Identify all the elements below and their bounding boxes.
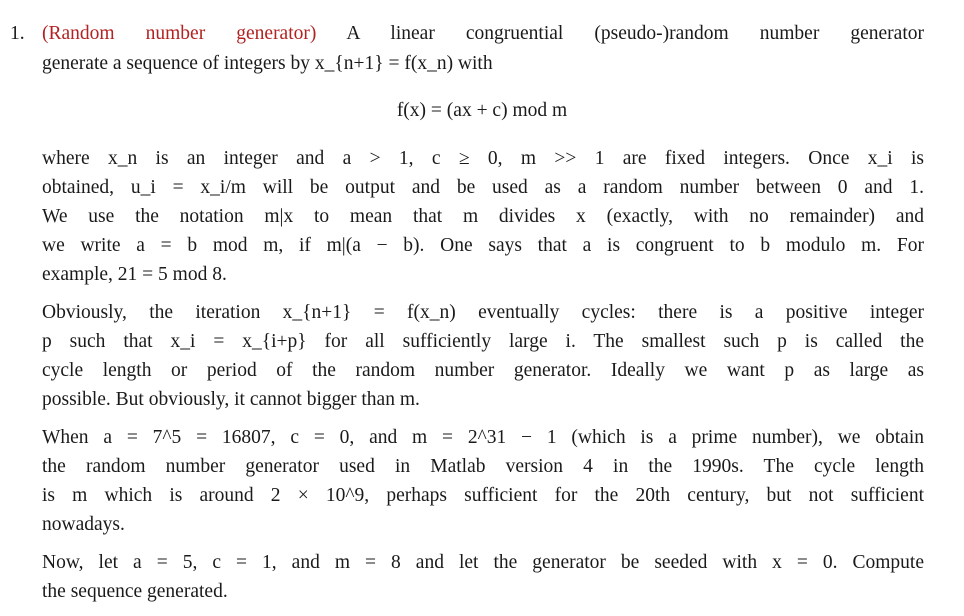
problem-intro-line-1 <box>42 20 924 48</box>
para4-line2: the sequence generated. <box>42 581 228 602</box>
para3-line3: is m which is around 2 × 10^9, perhaps sufficient for the 20th century, but not sufficient <box>42 485 924 506</box>
para1-line1: where x_n is an integer and a > 1, c ≥ 0, m >> 1 are fixed integers. Once x_i is <box>42 148 924 169</box>
formula: f(x) = (ax + c) mod m <box>396 100 568 121</box>
intro-rest: A linear congruential (pseudo-)random number generator <box>316 23 924 44</box>
para3-line1: When a = 7^5 = 16807, c = 0, and m = 2^31 − 1 (which is a prime number), we obtain <box>42 427 924 448</box>
para1-line3: We use the notation m|x to mean that m divides x (exactly, with no remainder) and <box>42 206 924 227</box>
para3-line4: nowadays. <box>42 514 125 535</box>
para4-line1: Now, let a = 5, c = 1, and m = 8 and let the generator be seeded with x = 0. Compute <box>42 552 924 573</box>
para2-line1: Obviously, the iteration x_{n+1} = f(x_n) eventually cycles: there is a positive integer <box>42 302 924 323</box>
para2-line2: p such that x_i = x_{i+p} for all sufficiently large i. The smallest such p is called the <box>42 331 924 352</box>
para1-line4: we write a = b mod m, if m|(a − b). One says that a is congruent to b modulo m. For <box>42 235 924 256</box>
para2-line3: cycle length or period of the random number generator. Ideally we want p as large as <box>42 360 924 381</box>
problem-title: (Random number generator) <box>42 23 317 44</box>
problem-number: 1. <box>10 23 25 44</box>
para3-line2: the random number generator used in Matlab version 4 in the 1990s. The cycle length <box>42 456 924 477</box>
para2-line4: possible. But obviously, it cannot bigger than m. <box>42 389 420 410</box>
para1-line5: example, 21 = 5 mod 8. <box>42 264 227 285</box>
para1-line2: obtained, u_i = x_i/m will be output and be used as a random number between 0 and 1. <box>42 177 924 198</box>
problem-intro-line-2: generate a sequence of integers by x_{n+1} = f(x_n) with <box>42 53 493 74</box>
